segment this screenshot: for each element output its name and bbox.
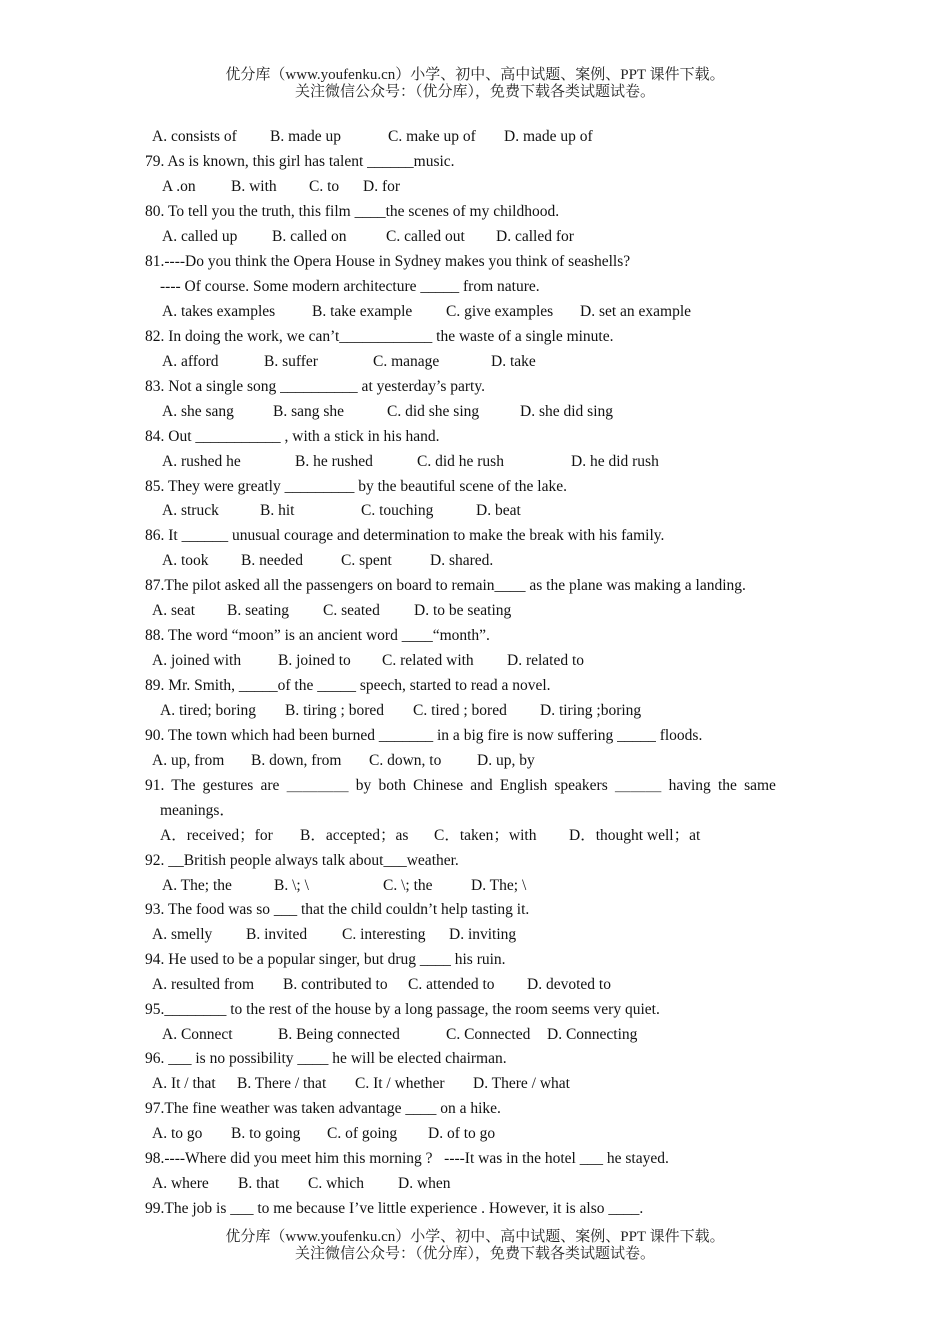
- q96-option-a: A. It / that: [152, 1075, 216, 1092]
- q91-option-d: D．thought well；at: [569, 827, 701, 844]
- q85-option-b: B. hit: [260, 502, 295, 519]
- footer-line-2: 关注微信公众号：（优分库），免费下载各类试题试卷。: [294, 1246, 655, 1262]
- question-96-stem: 96. ___ is no possibility ____ he will be elected chairman.: [145, 1050, 507, 1067]
- q90-option-a: A. up, from: [152, 752, 225, 769]
- q91-option-a: A．received；for: [160, 827, 273, 844]
- q87-option-a: A. seat: [152, 602, 196, 619]
- question-92-stem: 92. __British people always talk about___weather.: [145, 852, 459, 869]
- q91-option-b: B．accepted；as: [300, 827, 409, 844]
- footer-line-1: 优分库（www.youfenku.cn）小学、初中、高中试题、案例、PPT 课件下载。: [225, 1229, 725, 1245]
- q82-option-c: C. manage: [373, 353, 440, 370]
- q90-option-d: D. up, by: [477, 752, 535, 769]
- q88-option-b: B. joined to: [278, 652, 351, 669]
- q97-option-b: B. to going: [231, 1125, 301, 1142]
- q92-option-b: B. \; \: [274, 877, 309, 894]
- q89-option-c: C. tired ; bored: [413, 702, 507, 719]
- q98-option-b: B. that: [238, 1175, 280, 1192]
- q90-option-b: B. down, from: [251, 752, 342, 769]
- q83-option-a: A. she sang: [162, 403, 234, 420]
- q92-option-a: A. The; the: [162, 877, 232, 894]
- question-91-stem: 91. The gestures are ＿＿＿＿ by both Chinese and English speakers ＿＿＿ having the same: [145, 777, 776, 794]
- q86-option-a: A. took: [162, 552, 209, 569]
- q94-option-a: A. resulted from: [152, 976, 255, 993]
- q94-option-b: B. contributed to: [283, 976, 388, 993]
- q82-option-d: D. take: [491, 353, 536, 370]
- q93-option-d: D. inviting: [449, 926, 517, 943]
- q83-option-c: C. did she sing: [387, 403, 480, 420]
- q81-option-a: A. takes examples: [162, 303, 276, 320]
- q88-option-d: D. related to: [507, 652, 585, 669]
- question-86-stem: 86. It ______ unusual courage and determination to make the break with his family.: [145, 527, 665, 544]
- q80-option-d: D. called for: [496, 228, 574, 245]
- q78-option-a: A. consists of: [152, 128, 237, 145]
- question-91-stem-cont: meanings．: [160, 802, 235, 819]
- q93-option-c: C. interesting: [342, 926, 426, 943]
- q84-option-a: A. rushed he: [162, 453, 241, 470]
- q95-option-d: D. Connecting: [547, 1026, 638, 1043]
- question-88-stem: 88. The word “moon” is an ancient word ____“month”.: [145, 627, 490, 644]
- question-90-stem: 90. The town which had been burned _______ in a big fire is now suffering _____ floods.: [145, 727, 703, 744]
- question-97-stem: 97.The fine weather was taken advantage ____ on a hike.: [145, 1100, 501, 1117]
- q94-option-c: C. attended to: [408, 976, 495, 993]
- q89-option-b: B. tiring ; bored: [285, 702, 385, 719]
- question-85-stem: 85. They were greatly _________ by the beautiful scene of the lake.: [145, 478, 567, 495]
- q97-option-a: A. to go: [152, 1125, 203, 1142]
- q86-option-b: B. needed: [241, 552, 303, 569]
- q96-option-c: C. It / whether: [355, 1075, 445, 1092]
- question-99-stem: 99.The job is ___ to me because I’ve little experience . However, it is also ____.: [145, 1200, 644, 1217]
- q80-option-c: C. called out: [386, 228, 465, 245]
- q85-option-a: A. struck: [162, 502, 219, 519]
- q87-option-b: B. seating: [227, 602, 289, 619]
- q89-option-d: D. tiring ;boring: [540, 702, 642, 719]
- q93-option-a: A. smelly: [152, 926, 213, 943]
- question-83-stem: 83. Not a single song __________ at yesterday’s party.: [145, 378, 485, 395]
- q85-option-d: D. beat: [476, 502, 521, 519]
- q92-option-d: D. The; \: [471, 877, 527, 894]
- q96-option-b: B. There / that: [237, 1075, 327, 1092]
- question-95-stem: 95.________ to the rest of the house by a long passage, the room seems very quiet.: [145, 1001, 660, 1018]
- q79-option-a: A .on: [162, 178, 196, 195]
- q98-option-c: C. which: [308, 1175, 364, 1192]
- question-93-stem: 93. The food was so ___ that the child couldn’t help tasting it.: [145, 901, 530, 918]
- q83-option-d: D. she did sing: [520, 403, 613, 420]
- q84-option-d: D. he did rush: [571, 453, 659, 470]
- q79-option-d: D. for: [363, 178, 401, 195]
- q83-option-b: B. sang she: [273, 403, 345, 420]
- q97-option-d: D. of to go: [428, 1125, 496, 1142]
- q90-option-c: C. down, to: [369, 752, 442, 769]
- q87-option-c: C. seated: [323, 602, 380, 619]
- q89-option-a: A. tired; boring: [160, 702, 256, 719]
- q96-option-d: D. There / what: [473, 1075, 570, 1092]
- q79-option-b: B. with: [231, 178, 277, 195]
- q78-option-b: B. made up: [270, 128, 342, 145]
- question-84-stem: 84. Out ___________ , with a stick in his hand.: [145, 428, 440, 445]
- q95-option-b: B. Being connected: [278, 1026, 400, 1043]
- q80-option-a: A. called up: [162, 228, 238, 245]
- header-line-2: 关注微信公众号：（优分库），免费下载各类试题试卷。: [294, 84, 655, 100]
- q81-option-d: D. set an example: [580, 303, 692, 320]
- question-94-stem: 94. He used to be a popular singer, but drug ____ his ruin.: [145, 951, 506, 968]
- page-footer: [0, 1229, 950, 1263]
- q91-option-c: C．taken；with: [434, 827, 537, 844]
- question-81-stem: 81.----Do you think the Opera House in Sydney makes you think of seashells?: [145, 253, 631, 270]
- q86-option-c: C. spent: [341, 552, 392, 569]
- q98-option-d: D. when: [398, 1175, 451, 1192]
- q84-option-b: B. he rushed: [295, 453, 373, 470]
- q98-option-a: A. where: [152, 1175, 209, 1192]
- q95-option-a: A. Connect: [162, 1026, 233, 1043]
- question-89-stem: 89. Mr. Smith, _____of the _____ speech, started to read a novel.: [145, 677, 551, 694]
- q87-option-d: D. to be seating: [414, 602, 512, 619]
- question-87-stem: 87.The pilot asked all the passengers on board to remain____ as the plane was making a landing.: [145, 577, 746, 594]
- q85-option-c: C. touching: [361, 502, 434, 519]
- q84-option-c: C. did he rush: [417, 453, 504, 470]
- q81-option-c: C. give examples: [446, 303, 554, 320]
- q82-option-a: A. afford: [162, 353, 219, 370]
- q78-option-d: D. made up of: [504, 128, 593, 145]
- q93-option-b: B. invited: [246, 926, 308, 943]
- q78-option-c: C. make up of: [388, 128, 476, 145]
- q97-option-c: C. of going: [327, 1125, 398, 1142]
- q81-option-b: B. take example: [312, 303, 413, 320]
- q82-option-b: B. suffer: [264, 353, 318, 370]
- question-81-reply: ---- Of course. Some modern architecture _____ from nature.: [160, 278, 540, 295]
- q94-option-d: D. devoted to: [527, 976, 611, 993]
- q86-option-d: D. shared.: [430, 552, 494, 569]
- q95-option-c: C. Connected: [446, 1026, 531, 1043]
- q79-option-c: C. to: [309, 178, 340, 195]
- q88-option-c: C. related with: [382, 652, 474, 669]
- question-80-stem: 80. To tell you the truth, this film ____the scenes of my childhood.: [145, 203, 560, 220]
- page-header: [0, 67, 950, 101]
- question-79-stem: 79. As is known, this girl has talent ______music.: [145, 153, 455, 170]
- question-98-stem: 98.----Where did you meet him this morning ? ----It was in the hotel ___ he stayed.: [145, 1150, 669, 1167]
- q80-option-b: B. called on: [272, 228, 347, 245]
- question-82-stem: 82. In doing the work, we can’t____________ the waste of a single minute.: [145, 328, 614, 345]
- q92-option-c: C. \; the: [383, 877, 433, 894]
- q88-option-a: A. joined with: [152, 652, 242, 669]
- header-line-1: 优分库（www.youfenku.cn）小学、初中、高中试题、案例、PPT 课件下载。: [225, 67, 725, 83]
